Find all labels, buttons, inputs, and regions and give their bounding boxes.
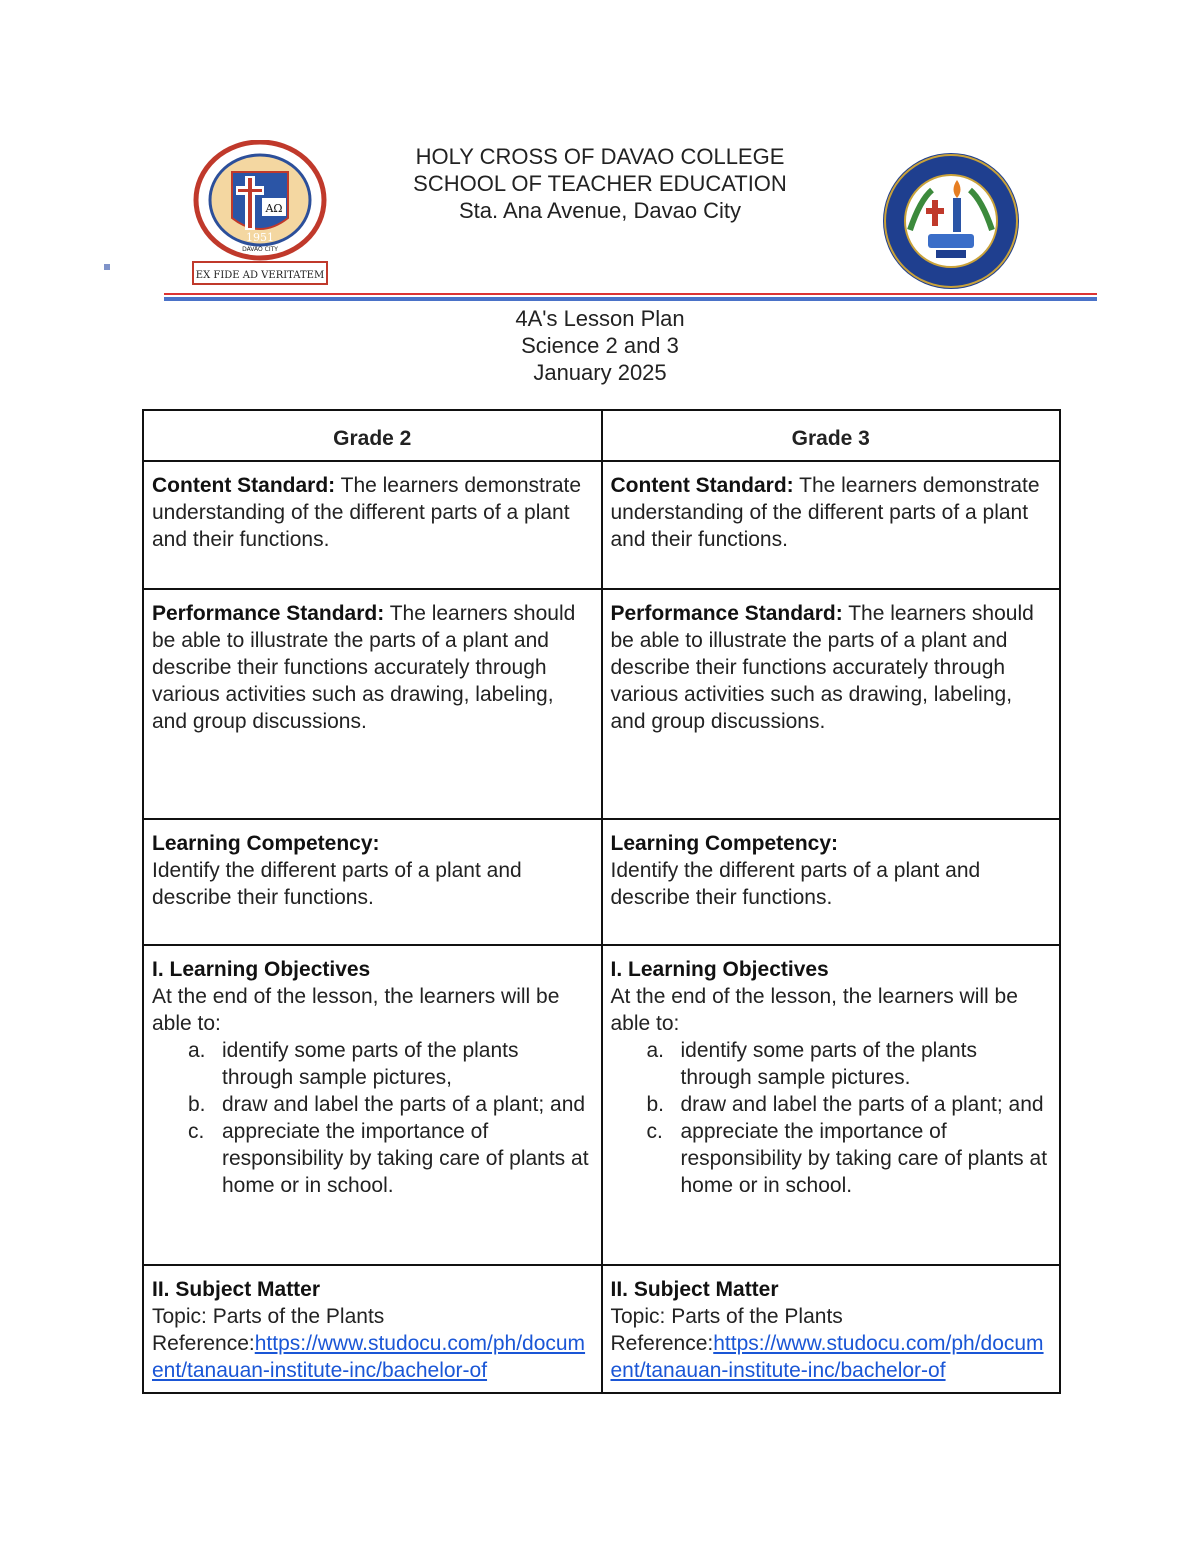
header-rule-blue: [164, 297, 1097, 301]
learning-objectives-label: I. Learning Objectives: [610, 958, 829, 981]
reference-link[interactable]: https://www.studocu.com/ph/document/tanauan-institute-inc/bachelor-of: [610, 1332, 1044, 1382]
lesson-plan-subject: Science 2 and 3: [521, 333, 679, 358]
subject-matter-label: II. Subject Matter: [152, 1278, 321, 1301]
performance-standard-label: Performance Standard:: [152, 602, 385, 625]
header-grade-2: Grade 2: [143, 410, 602, 461]
learning-objectives-row: [143, 945, 1060, 1265]
learning-competency-text: Identify the different parts of a plant and describe their functions.: [152, 859, 522, 909]
list-item-text: appreciate the importance of responsibility by taking care of plants at home or in school.: [222, 1120, 589, 1197]
list-item: [646, 1118, 1052, 1199]
learning-objectives-grade-2: [143, 945, 602, 1265]
subject-matter-topic: Topic: Parts of the Plants: [152, 1305, 385, 1328]
list-marker: a.: [646, 1039, 665, 1062]
school-address: Sta. Ana Avenue, Davao City: [458, 198, 742, 223]
list-item-text: draw and label the parts of a plant; and: [222, 1093, 586, 1116]
list-item-text: appreciate the importance of responsibility by taking care of plants at home or in school.: [680, 1120, 1048, 1197]
content-standard-text: The learners demonstrate understanding of the different parts of a plant and their functions.: [152, 474, 582, 551]
list-marker: b.: [188, 1093, 206, 1116]
learning-objectives-grade-3: [602, 945, 1061, 1265]
content-standard-grade-3: [602, 461, 1061, 589]
list-item: [188, 1118, 593, 1199]
learning-competency-label: Learning Competency:: [610, 832, 839, 855]
institution-header: [300, 143, 900, 224]
table-header-row: [143, 410, 1060, 461]
lesson-plan-date: January 2025: [533, 360, 667, 385]
subject-matter-label: II. Subject Matter: [610, 1278, 779, 1301]
subject-matter-row: [143, 1265, 1060, 1393]
reference-label: Reference:: [610, 1332, 714, 1355]
content-standard-label: Content Standard:: [152, 474, 336, 497]
college-name: HOLY CROSS OF DAVAO COLLEGE: [415, 144, 785, 169]
learning-competency-row: [143, 819, 1060, 945]
lesson-plan-title: 4A's Lesson Plan: [515, 306, 685, 331]
objectives-list: [611, 1037, 1052, 1199]
list-marker: c.: [646, 1120, 663, 1143]
performance-standard-grade-3: [602, 589, 1061, 819]
list-item: [188, 1091, 593, 1118]
list-item: [646, 1091, 1052, 1118]
subject-matter-topic: Topic: Parts of the Plants: [610, 1305, 843, 1328]
subject-matter-grade-2: [143, 1265, 602, 1393]
header-grade-3: Grade 3: [602, 410, 1061, 461]
list-marker: c.: [188, 1120, 205, 1143]
alpha-omega-text: AΩ: [265, 202, 283, 215]
seal-motto: EX FIDE AD VERITATEM: [195, 270, 325, 281]
performance-standard-text: The learners should be able to illustrate the parts of a plant and describe their functions accurately through various activities such as drawing, labeling, and group discussions.: [610, 602, 1034, 733]
list-marker: b.: [646, 1093, 665, 1116]
performance-standard-text: The learners should be able to illustrate the parts of a plant and describe their functions accurately through various activities such as drawing, labeling, and group discussions.: [152, 602, 576, 733]
seal-city: DAVAO CITY: [242, 246, 278, 253]
list-item-text: draw and label the parts of a plant; and: [680, 1093, 1044, 1116]
objectives-list: [152, 1037, 593, 1199]
subject-matter-reference: [152, 1330, 593, 1384]
content-standard-label: Content Standard:: [610, 474, 794, 497]
list-item: [188, 1037, 593, 1091]
seal-year: 1951: [246, 231, 274, 244]
learning-objectives-intro: At the end of the lesson, the learners will be able to:: [610, 985, 1018, 1035]
subject-matter-reference: [611, 1330, 1052, 1384]
performance-standard-label: Performance Standard:: [610, 602, 843, 625]
reference-link[interactable]: https://www.studocu.com/ph/document/tanauan-institute-inc/bachelor-of: [152, 1332, 586, 1382]
learning-competency-grade-2: [143, 819, 602, 945]
teacher-education-seal-logo: [880, 150, 1022, 292]
learning-competency-text: Identify the different parts of a plant and describe their functions.: [610, 859, 981, 909]
reference-label: Reference:: [152, 1332, 255, 1355]
lesson-plan-title-block: [300, 305, 900, 386]
content-standard-grade-2: [143, 461, 602, 589]
subject-matter-grade-3: [602, 1265, 1061, 1393]
learning-objectives-label: I. Learning Objectives: [152, 958, 371, 981]
lesson-plan-table: [142, 409, 1061, 1394]
performance-standard-grade-2: [143, 589, 602, 819]
content-standard-text: The learners demonstrate understanding of the different parts of a plant and their functions.: [610, 474, 1040, 551]
performance-standard-row: [143, 589, 1060, 819]
header-rule-red: [164, 293, 1097, 295]
learning-competency-grade-3: [602, 819, 1061, 945]
list-item-text: identify some parts of the plants through sample pictures,: [222, 1039, 519, 1089]
bullet-marker: [104, 264, 110, 270]
learning-objectives-intro: At the end of the lesson, the learners will be able to:: [152, 985, 560, 1035]
content-standard-row: [143, 461, 1060, 589]
list-marker: a.: [188, 1039, 206, 1062]
school-name: SCHOOL OF TEACHER EDUCATION: [413, 171, 787, 196]
list-item: [646, 1037, 1052, 1091]
list-item-text: identify some parts of the plants through sample pictures.: [680, 1039, 977, 1089]
learning-competency-label: Learning Competency:: [152, 832, 380, 855]
